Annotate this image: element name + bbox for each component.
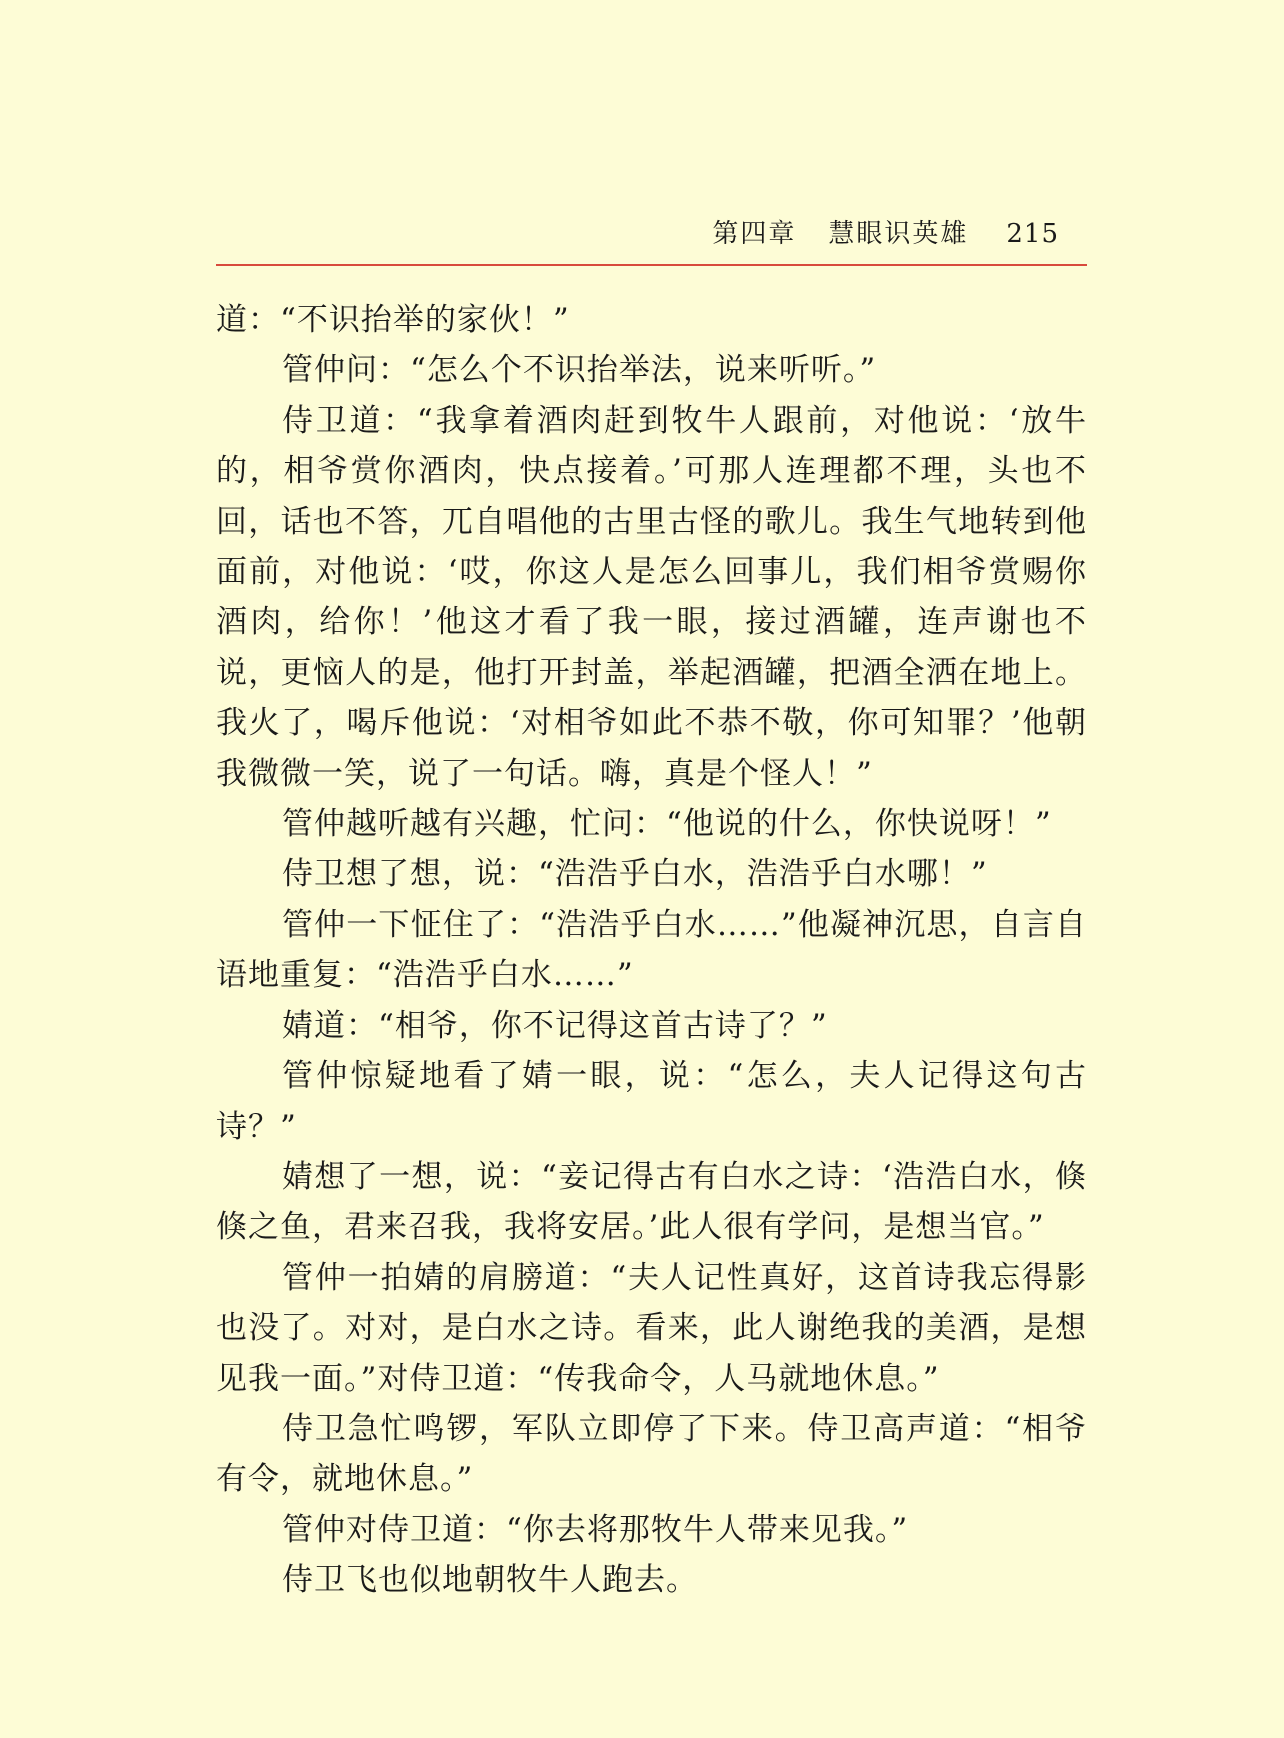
paragraph: 管仲问：“怎么个不识抬举法，说来听听。”	[282, 352, 877, 389]
header-rule	[216, 264, 1087, 266]
paragraph: 管仲一下怔住了：“浩浩乎白水……”他凝神沉思，自言自语地重复：“浩浩乎白水……”	[216, 906, 1087, 994]
paragraph: 管仲对侍卫道：“你去将那牧牛人带来见我。”	[282, 1511, 909, 1548]
paragraph: 道：“不识抬举的家伙！”	[216, 302, 570, 338]
paragraph: 婧道：“相爷，你不记得这首古诗了？”	[282, 1007, 828, 1044]
paragraph: 侍卫想了想，说：“浩浩乎白水，浩浩乎白水哪！”	[282, 856, 988, 893]
paragraph: 婧想了一想，说：“妾记得古有白水之诗：‘浩浩白水，倏倏之鱼，君来召我，我将安居。’此人很有学问，是想当官。”	[216, 1158, 1087, 1246]
paragraph: 管仲惊疑地看了婧一眼，说：“怎么，夫人记得这句古诗？”	[216, 1058, 1087, 1145]
paragraph: 侍卫道：“我拿着酒肉赶到牧牛人跟前，对他说：‘放牛的，相爷赏你酒肉，快点接着。’可那人连理都不理，头也不回，话也不答，兀自唱他的古里古怪的歌儿。我生气地转到他面前，对他说：‘哎，你这人是怎么回事儿，我们相爷赏赐你酒肉，给你！’他这才看了我一眼，接过酒罐，连声谢也不说，更恼人的是，他打开封盖，举起酒罐，把酒全洒在地上。我火了，喝斥他说：‘对相爷如此不恭不敬，你可知罪？’他朝我微微一笑，说了一句话。嗨，真是个怪人！”	[216, 402, 1087, 792]
paragraph: 管仲一拍婧的肩膀道：“夫人记性真好，这首诗我忘得影也没了。对对，是白水之诗。看来，此人谢绝我的美酒，是想见我一面。”对侍卫道：“传我命令，人马就地休息。”	[216, 1259, 1087, 1397]
chapter-number: 第四章	[712, 219, 797, 249]
chapter-title: 慧眼识英雄	[828, 219, 969, 249]
body-text	[216, 295, 1087, 1606]
paragraph: 侍卫急忙鸣锣，军队立即停了下来。侍卫高声道：“相爷有令，就地休息。”	[216, 1410, 1087, 1498]
page-number: 215	[1006, 219, 1059, 249]
paragraph: 侍卫飞也似地朝牧牛人跑去。	[282, 1562, 698, 1599]
paragraph: 管仲越听越有兴趣，忙问：“他说的什么，你快说呀！”	[282, 806, 1052, 843]
running-header	[216, 214, 1087, 254]
